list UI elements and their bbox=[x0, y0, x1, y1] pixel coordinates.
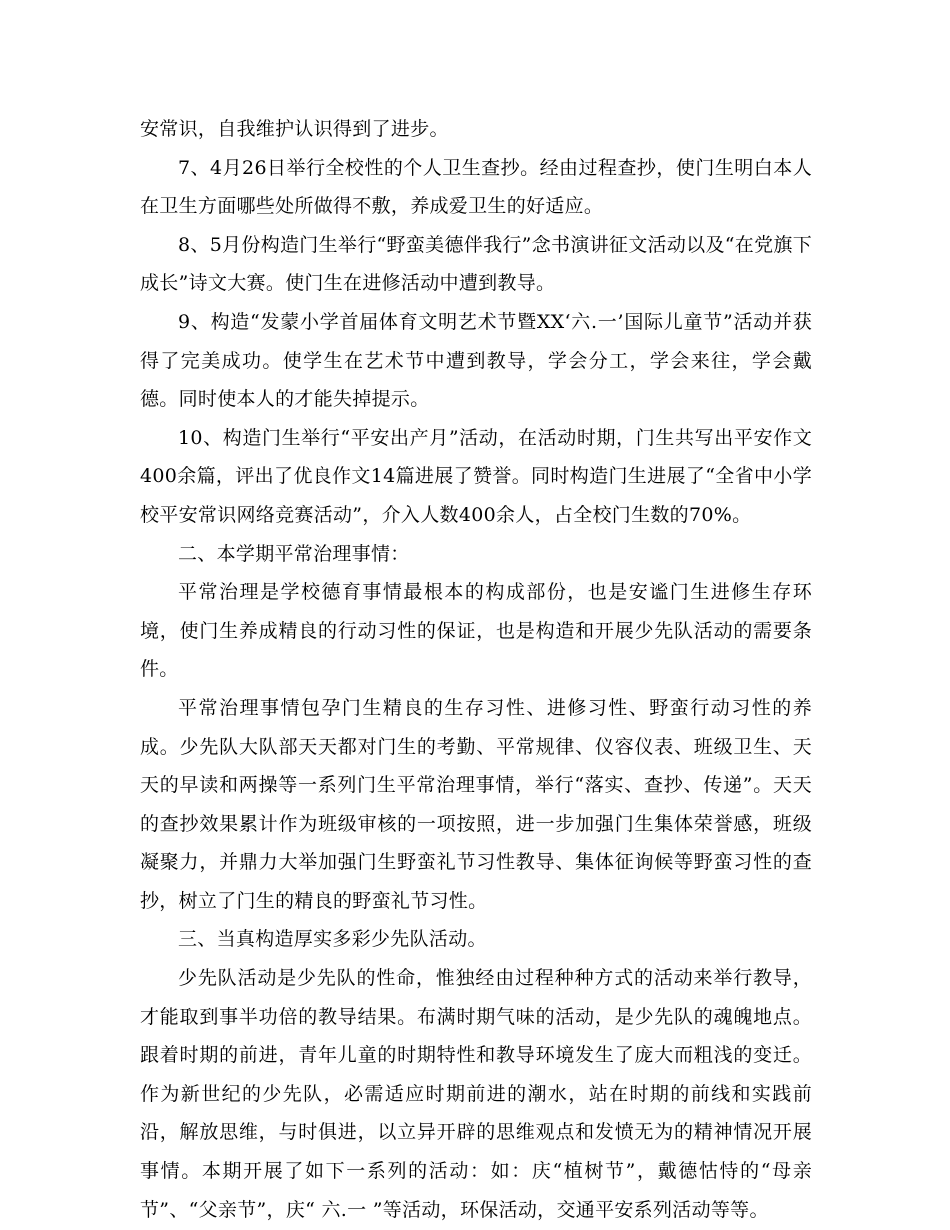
section-heading-2: 二、本学期平常治理事情： bbox=[178, 542, 410, 565]
paragraph-continuation: 安常识，自我维护认识得到了进步。 bbox=[140, 118, 449, 140]
document-body bbox=[140, 110, 812, 1229]
paragraph-routine-details: 平常治理事情包孕门生精良的生存习性、进修习性、野蛮行动习性的养成。少先队大队部天天都对门生的考勤、平常规律、仪容仪表、班级卫生、天天的早读和两操等一系列门生平常治理事情，举行“落实、查抄、传递”。天天的查抄效果累计作为班级审核的一项按照，进一步加强门生集体荣誉感，班级凝聚力，并鼎力大举加强门生野蛮礼节习性教导、集体征询候等野蛮习性的查抄，树立了门生的精良的野蛮礼节习性。 bbox=[140, 696, 812, 912]
paragraph-item-7: 7、4月26日举行全校性的个人卫生查抄。经由过程查抄，使门生明白本人在卫生方面哪些处所做得不敷，养成爱卫生的好适应。 bbox=[140, 156, 812, 218]
paragraph-item-10: 10、构造门生举行“平安出产月”活动，在活动时期，门生共写出平安作文400余篇，评出了优良作文14篇进展了赞誉。同时构造门生进展了“全省中小学校平安常识网络竞赛活动”，介入人数400余人，占全校门生数的70%。 bbox=[140, 426, 812, 526]
paragraph-item-9: 9、构造“发蒙小学首届体育文明艺术节暨XX‘六.一’国际儿童节”活动并获得了完美成功。使学生在艺术节中遭到教导，学会分工，学会来往，学会戴德。同时使本人的才能失掉提示。 bbox=[140, 310, 812, 411]
paragraph-activities: 少先队活动是少先队的性命，惟独经由过程种种方式的活动来举行教导，才能取到事半功倍的教导结果。布满时期气味的活动，是少先队的魂魄地点。跟着时期的前进，青年儿童的时期特性和教导环境发生了庞大而粗浅的变迁。作为新世纪的少先队，必需适应时期前进的潮水，站在时期的前线和实践前沿，解放思维，与时俱进，以立异开辟的思维观点和发愤无为的精神情况开展事情。本期开展了如下一系列的活动：如：庆“植树节”，戴德怙恃的“母亲节”、“父亲节”，庆“ 六.一 ”等活动，环保活动，交通平安系列活动等等。 bbox=[140, 967, 812, 1221]
paragraph-routine-management: 平常治理是学校德育事情最根本的构成部份，也是安谧门生进修生存环境，使门生养成精良的行动习性的保证，也是构造和开展少先队活动的需要条件。 bbox=[140, 581, 812, 681]
section-heading-3: 三、当真构造厚实多彩少先队活动。 bbox=[178, 928, 487, 951]
paragraph-item-8: 8、5月份构造门生举行“野蛮美德伴我行”念书演讲征文活动以及“在党旗下成长”诗文大赛。使门生在进修活动中遭到教导。 bbox=[140, 233, 812, 295]
